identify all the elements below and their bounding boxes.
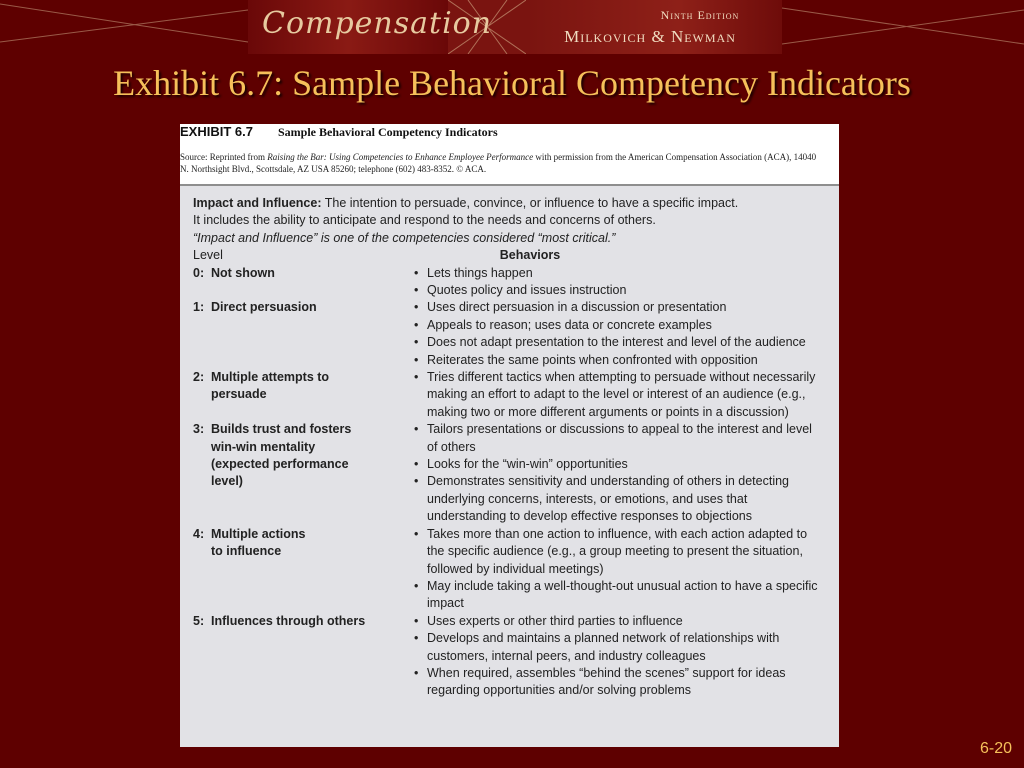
exhibit-image: [180, 124, 839, 747]
list-item: • Tailors presentations or discussions to appeal to the interest and level of others: [412, 421, 820, 456]
exhibit-body: [193, 195, 833, 700]
behavior-list: [412, 526, 820, 613]
level-name: 5: Influences through others: [193, 613, 366, 628]
slide-number: 6-20: [979, 740, 1012, 757]
list-item: • Does not adapt presentation to the interest and level of the audience: [412, 334, 820, 351]
level-name: 0: Not shown: [193, 265, 275, 280]
list-item: • Tries different tactics when attempting to persuade without necessarily making an effort to adapt to the level or interest of an audience (e.g., making two or more different arguments or points in a discussion): [412, 369, 820, 421]
list-item: • Develops and maintains a planned network of relationships with customers, internal peers, and industry colleagues: [412, 630, 820, 665]
exhibit-source: Source: Reprinted from Raising the Bar: Using Competencies to Enhance Employee Performance with permission from the American Compensation Association (ACA), 14040 N. Northsight Blvd., Scottsdale, AZ USA 85260; telephone (602) 483-8352. © ACA.: [180, 152, 817, 174]
table-row: [193, 265, 833, 300]
exhibit-header: [180, 124, 839, 186]
exhibit-label: EXHIBIT 6.7: [180, 124, 253, 139]
behavior-list: [412, 421, 820, 525]
level-header: Level: [193, 248, 223, 263]
list-item: • Uses experts or other third parties to influence: [412, 613, 820, 630]
behavior-list: [412, 265, 820, 300]
behavior-list: [412, 299, 820, 369]
table-row: [193, 369, 833, 421]
table-row: [193, 526, 833, 613]
brand-logo: Compensation: [262, 6, 493, 41]
table-row: [193, 613, 833, 700]
list-item: • Lets things happen: [412, 265, 820, 282]
edition-label: Ninth Edition: [660, 8, 740, 22]
exhibit-title: Sample Behavioral Competency Indicators: [278, 125, 498, 139]
definition: Impact and Influence: The intention to persuade, convince, or influence to have a specific impact.: [193, 196, 739, 210]
level-name: 2: Multiple attempts to persuade: [193, 370, 330, 402]
table-row: [193, 421, 833, 525]
level-name: 1: Direct persuasion: [193, 300, 317, 315]
list-item: • Takes more than one action to influence, with each action adapted to the specific audience (e.g., a group meeting to present the situation, followed by individual meetings): [412, 526, 820, 578]
list-item: • May include taking a well-thought-out unusual action to have a specific impact: [412, 578, 820, 613]
list-item: • Appeals to reason; uses data or concrete examples: [412, 317, 820, 334]
behavior-list: [412, 613, 820, 700]
list-item: • When required, assembles “behind the scenes” support for ideas regarding opportunities and/or solving problems: [412, 665, 820, 700]
list-item: • Uses direct persuasion in a discussion or presentation: [412, 299, 820, 316]
list-item: • Reiterates the same points when confronted with opposition: [412, 352, 820, 369]
table-header: [193, 247, 833, 264]
slide-title: Exhibit 6.7: Sample Behavioral Competency Indicators: [113, 63, 911, 103]
behaviors-header: Behaviors: [499, 248, 561, 263]
header-banner: [0, 0, 1024, 54]
authors-label: Milkovich & Newman: [564, 27, 736, 46]
list-item: • Demonstrates sensitivity and understanding of others in detecting underlying concerns, interests, or emotions, and uses that understanding to develop effective responses to objections: [412, 473, 820, 525]
list-item: • Quotes policy and issues instruction: [412, 282, 820, 299]
level-name: 4: Multiple actions to influence: [193, 526, 306, 559]
level-name: 3: Builds trust and fosters win-win mentality (expected performance level): [193, 422, 352, 489]
list-item: • Looks for the “win-win” opportunities: [412, 456, 820, 473]
definition-line2: It includes the ability to anticipate and respond to the needs and concerns of others.: [193, 213, 656, 228]
table-row: [193, 299, 833, 369]
definition-note: “Impact and Influence” is one of the competencies considered “most critical.”: [193, 230, 616, 245]
behavior-list: [412, 369, 820, 421]
